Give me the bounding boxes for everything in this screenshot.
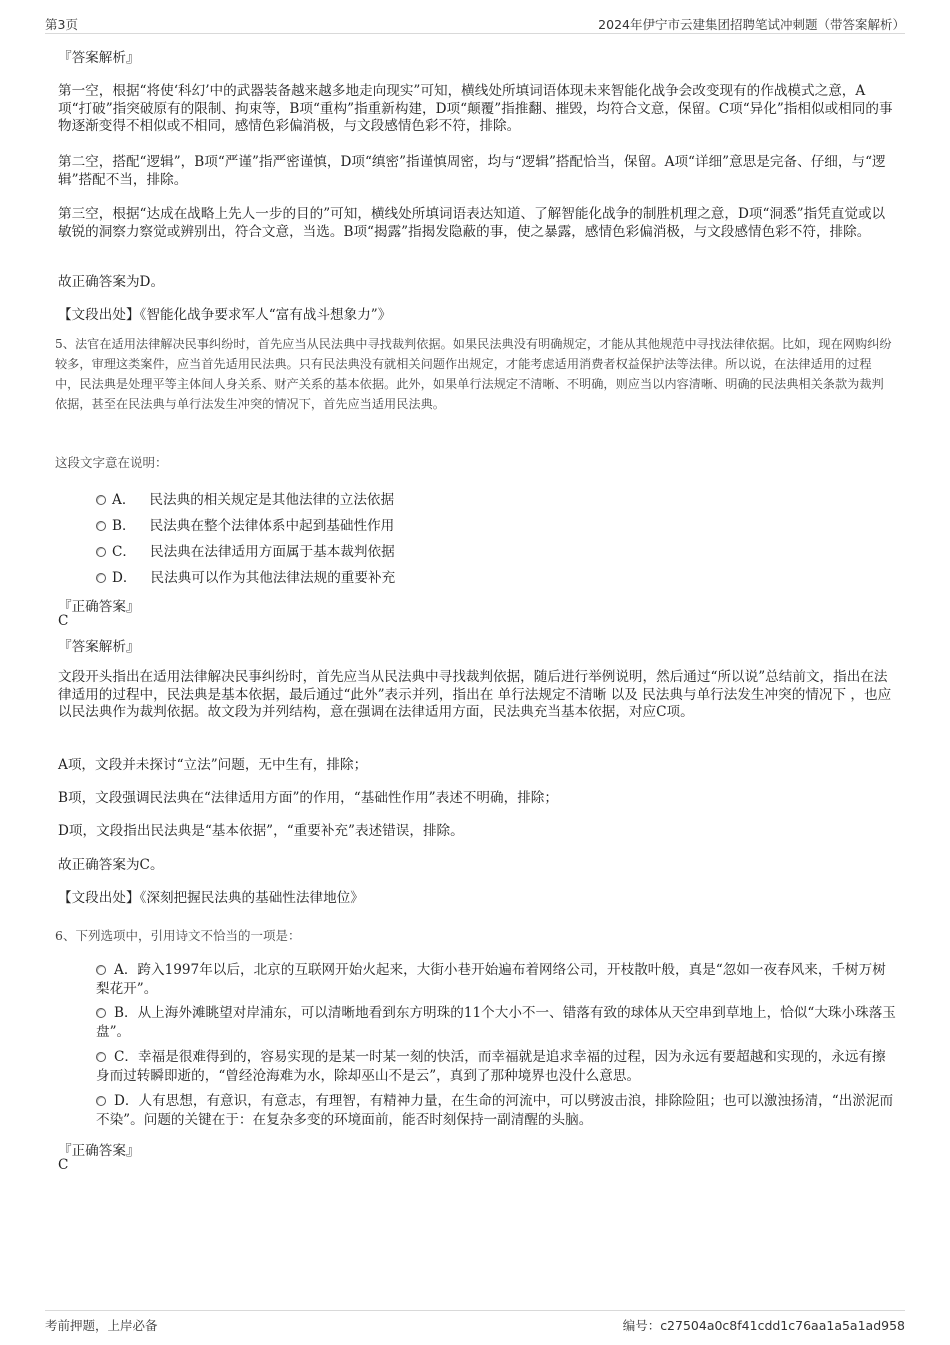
radio-icon[interactable] — [96, 1052, 106, 1062]
q5-stem: 5、法官在适用法律解决民事纠纷时，首先应当从民法典中寻找裁判依据。如果民法典没有明确规定，才能从其他规范中寻找法律依据。比如，现在网购纠纷较多，审理这类案件，应当首先适用民法典。只有民法典没有就相关问题作出规定，才能考虑适用消费者权益保护法等法律。所以说，在法律适用的过程中，民法典是处理平等主体间人身关系、财产关系的基本依据。此外，如果单行法规定不清晰、不明确，则应当以内容清晰、明确的民法典相关条款为裁判依据，甚至在民法典与单行法发生冲突的情况下，首先应当适用民法典。 — [55, 337, 892, 411]
radio-icon[interactable] — [96, 495, 106, 505]
q6-answer: C — [58, 1157, 69, 1173]
q5-answer-label: 『正确答案』 — [58, 599, 140, 615]
document-id: 编号：c27504a0c8f41cdd1c76aa1a5a1ad958 — [622, 1318, 905, 1333]
q5-analysis-a: A项，文段并未探讨“立法”问题，无中生有，排除； — [58, 757, 368, 773]
q5-source: 【文段出处】《深刻把握民法典的基础性法律地位》 — [58, 890, 364, 906]
q6-stem: 6、下列选项中，引用诗文不恰当的一项是： — [55, 928, 301, 943]
radio-icon[interactable] — [96, 1008, 106, 1018]
footer-slogan: 考前押题，上岸必备 — [45, 1318, 158, 1333]
page-footer — [45, 1310, 905, 1334]
q6-option-d[interactable]: D．人有思想，有意识，有意志，有理智，有精神力量，在生命的河流中，可以劈波击浪，排除险阻；也可以激浊扬清，“出淤泥而不染”。问题的关键在于：在复杂多变的环境面前，能否时刻保持一副清醒的头脑。 — [96, 1093, 894, 1128]
q5-conclusion: 故正确答案为C。 — [58, 857, 164, 873]
q5-analysis-label: 『答案解析』 — [58, 639, 140, 655]
q4-analysis-para-1: 第一空，根据“将使‘科幻’中的武器装备越来越多地走向现实”可知，横线处所填词语体现未来智能化战争会改变现有的作战模式之意，A项“打破”指突破原有的限制、拘束等，B项“重构”指重新构建，D项“颠覆”指推翻、摧毁，均符合文意，保留。C项“异化”指相似或相同的事物逐渐变得不相似或不相同，感情色彩偏消极，与文段感情色彩不符，排除。 — [58, 83, 893, 134]
q5-option-b[interactable]: B． 民法典在整个法律体系中起到基础性作用 — [96, 514, 394, 534]
radio-icon[interactable] — [96, 965, 106, 975]
page-header — [45, 12, 905, 34]
q4-analysis-para-2: 第二空，搭配“逻辑”，B项“严谨”指严密谨慎，D项“缜密”指谨慎周密，均与“逻辑”搭配恰当，保留。A项“详细”意思是完备、仔细，与“逻辑”搭配不当，排除。 — [58, 154, 886, 188]
q6-option-b[interactable]: B．从上海外滩眺望对岸浦东，可以清晰地看到东方明珠的11个大小不一、错落有致的球体从天空串到草地上，恰似“大珠小珠落玉盘”。 — [96, 1005, 896, 1040]
q4-analysis-para-3: 第三空，根据“达成在战略上先人一步的目的”可知，横线处所填词语表达知道、了解智能化战争的制胜机理之意，D项“洞悉”指凭直觉或以敏锐的洞察力察觉或辨别出，符合文意，当选。B项“揭露”指揭发隐蔽的事，使之暴露，感情色彩偏消极，与文段感情色彩不符，排除。 — [58, 206, 886, 240]
radio-icon[interactable] — [96, 521, 106, 531]
q5-option-a[interactable]: A． 民法典的相关规定是其他法律的立法依据 — [96, 488, 394, 508]
q5-analysis-d: D项，文段指出民法典是“基本依据”，“重要补充”表述错误，排除。 — [58, 823, 464, 839]
radio-icon[interactable] — [96, 1096, 106, 1106]
q5-analysis-b: B项，文段强调民法典在“法律适用方面”的作用，“基础性作用”表述不明确，排除； — [58, 790, 558, 806]
q6-option-a[interactable]: A．跨入1997年以后，北京的互联网开始火起来，大街小巷开始遍布着网络公司，开枝散叶般，真是“忽如一夜春风来，千树万树梨花开”。 — [96, 962, 886, 997]
document-title: 2024年伊宁市云建集团招聘笔试冲刺题（带答案解析） — [598, 17, 905, 32]
q4-analysis-label: 『答案解析』 — [58, 50, 140, 66]
radio-icon[interactable] — [96, 547, 106, 557]
q5-option-c[interactable]: C． 民法典在法律适用方面属于基本裁判依据 — [96, 540, 395, 560]
q5-question: 这段文字意在说明： — [55, 455, 168, 470]
q5-analysis: 文段开头指出在适用法律解决民事纠纷时，首先应当从民法典中寻找裁判依据，随后进行举例说明，然后通过“所以说”总结前文，指出在法律适用的过程中，民法典是基本依据，最后通过“此外”表示并列，指出在 单行法规定不清晰 以及 民法典与单行法发生冲突的情况下 ，也应以民法典作为裁判依据。故文段为并列结构，意在强调在法律适用方面，民法典充当基本依据，对应C项。 — [58, 669, 892, 720]
q5-option-d[interactable]: D． 民法典可以作为其他法律法规的重要补充 — [96, 566, 395, 586]
q4-source: 【文段出处】《智能化战争要求军人“富有战斗想象力”》 — [58, 307, 392, 323]
q6-option-c[interactable]: C．幸福是很难得到的，容易实现的是某一时某一刻的快活，而幸福就是追求幸福的过程，因为永远有要超越和实现的，永远有擦身而过转瞬即逝的，“曾经沧海难为水，除却巫山不是云”，真到了那种境界也没什么意思。 — [96, 1049, 886, 1084]
page-number: 第3页 — [45, 17, 78, 32]
radio-icon[interactable] — [96, 573, 106, 583]
q4-conclusion: 故正确答案为D。 — [58, 274, 165, 290]
q6-answer-label: 『正确答案』 — [58, 1143, 140, 1159]
q5-answer: C — [58, 613, 69, 629]
